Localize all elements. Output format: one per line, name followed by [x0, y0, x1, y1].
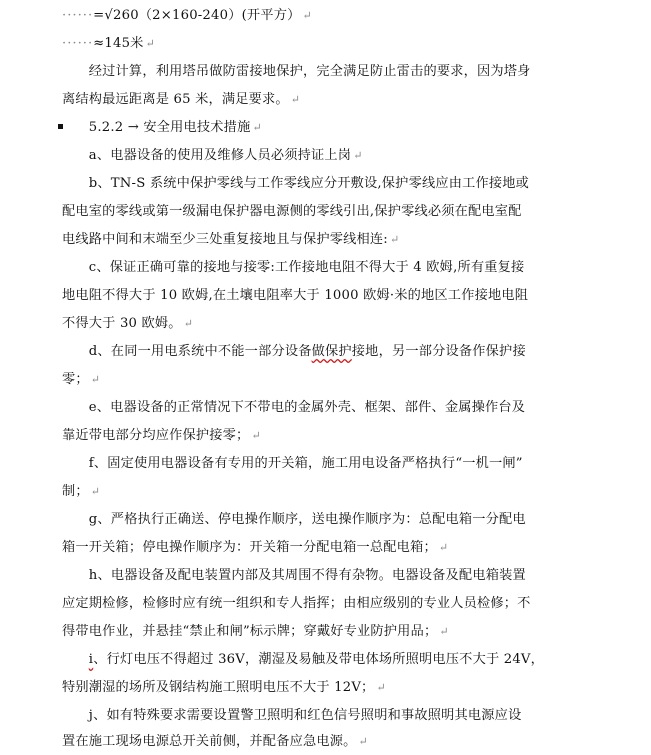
paragraph-line [62, 708, 521, 724]
paragraph-mark: ↵ [90, 373, 101, 386]
paragraph-line [62, 148, 363, 164]
paragraph-line [62, 624, 449, 640]
formula-line-2 [62, 36, 155, 52]
line-text: 电线路中间和末端至少三处重复接地且与保护零线相连: [62, 232, 388, 247]
line-text: b、TN-S 系统中保护零线与工作零线应分开敷设,保护零线应由工作接地或 [62, 176, 530, 191]
line-text: h、电器设备及配电装置内部及其周围不得有杂物。电器设备及配电箱装置 [62, 568, 526, 583]
line-text: e、电器设备的正常情况下不带电的金属外壳、框架、部件、金属操作台及 [62, 400, 526, 415]
paragraph-line [62, 204, 522, 220]
leader-dots: ······ [62, 8, 94, 23]
paragraph-line [62, 428, 261, 444]
line-text: 零； [62, 372, 89, 387]
paragraph-line [62, 316, 193, 332]
paragraph-mark: ↵ [376, 681, 386, 694]
paragraph-line [62, 372, 100, 388]
formula-line-1 [62, 8, 312, 24]
paragraph-line [62, 64, 531, 80]
paragraph-line [62, 652, 544, 668]
line-text: f、固定使用电器设备有专用的开关箱，施工用电设备严格执行“一机一闸” [62, 456, 523, 471]
leader-dots: ······ [62, 36, 94, 51]
line-text: 不得大于 30 欧姆。 [62, 316, 182, 331]
paragraph-mark: ↵ [438, 541, 449, 554]
line-text: 接地，另一部分设备作保护接 [351, 344, 526, 359]
line-text: g、严格执行正确送、停电操作顺序，送电操作顺序为：总配电箱一分配电 [62, 512, 526, 527]
paragraph-mark: ↵ [358, 735, 368, 748]
paragraph-line [62, 540, 448, 556]
line-text: 靠近带电部分均应作保护接零； [62, 428, 250, 443]
line-text: d、在同一用电系统中不能一部分设备 [62, 344, 312, 359]
paragraph-line [62, 596, 531, 612]
paragraph-line [62, 734, 368, 750]
line-text: 地电阻不得大于 10 欧姆,在土壤电阻率大于 1000 欧姆·米的地区工作接地电阻 [62, 288, 529, 303]
paragraph-mark: ↵ [290, 93, 301, 106]
paragraph-line [62, 456, 523, 472]
section-heading [62, 120, 262, 136]
paragraph-line [62, 680, 386, 696]
line-text [62, 652, 89, 667]
paragraph-mark: ↵ [145, 37, 155, 50]
formula-text: =√260（2×160-240）(开平方） [93, 8, 301, 23]
line-text: 、行灯电压不得超过 36V，潮湿及易触及带电体场所照明电压不大于 24V， [93, 652, 545, 667]
line-text: 离结构最远距离是 65 米，满足要求。 [62, 92, 289, 107]
paragraph-mark: ↵ [389, 233, 400, 246]
paragraph-mark: ↵ [183, 317, 194, 330]
paragraph-mark: ↵ [302, 9, 312, 22]
line-text: 箱一开关箱；停电操作顺序为：开关箱一分配电箱一总配电箱； [62, 540, 437, 555]
line-text: 配电室的零线或第一级漏电保护器电源侧的零线引出,保护零线必须在配电室配 [62, 204, 522, 219]
paragraph-line [62, 176, 529, 192]
line-text: c、保证正确可靠的接地与接零:工作接地电阻不得大于 4 欧姆,所有重复接 [62, 260, 525, 275]
paragraph-line [62, 568, 526, 584]
paragraph-line [62, 512, 526, 528]
paragraph-line [62, 288, 528, 304]
line-text: 得带电作业，并悬挂“禁止和闸”标示牌；穿戴好专业防护用品； [62, 624, 438, 639]
line-text: a、电器设备的使用及维修人员必须持证上岗 [62, 148, 352, 163]
paragraph-line [62, 92, 300, 108]
line-text: 制； [62, 484, 89, 499]
line-text: 经过计算，利用塔吊做防雷接地保护，完全满足防止雷击的要求，因为塔身 [62, 64, 531, 79]
line-text: 置在施工现场电源总开关前侧，并配备应急电源。 [62, 734, 357, 749]
paragraph-mark: ↵ [90, 485, 101, 498]
line-text: 特别潮湿的场所及钢结构施工照明电压不大于 12V； [62, 680, 375, 695]
paragraph-mark: ↵ [252, 121, 262, 134]
paragraph-mark: ↵ [251, 429, 261, 442]
spellcheck-underlined-text: i [88, 652, 94, 667]
paragraph-line [62, 260, 524, 276]
line-text: j、如有特殊要求需要设置警卫照明和红色信号照明和事故照明其电源应设 [62, 708, 522, 723]
spellcheck-underlined-text: 做保护 [311, 344, 352, 359]
line-text: 应定期检修，检修时应有统一组织和专人指挥；由相应级别的专业人员检修；不 [62, 596, 531, 611]
paragraph-line [62, 484, 100, 500]
paragraph-mark: ↵ [439, 625, 449, 638]
formula-text: ≈145米 [93, 36, 144, 51]
paragraph-line [62, 344, 526, 360]
heading-text: 5.2.2 → 安全用电技术措施 [62, 120, 251, 135]
paragraph-line [62, 400, 525, 416]
paragraph-mark: ↵ [353, 149, 363, 162]
paragraph-line [62, 232, 399, 248]
